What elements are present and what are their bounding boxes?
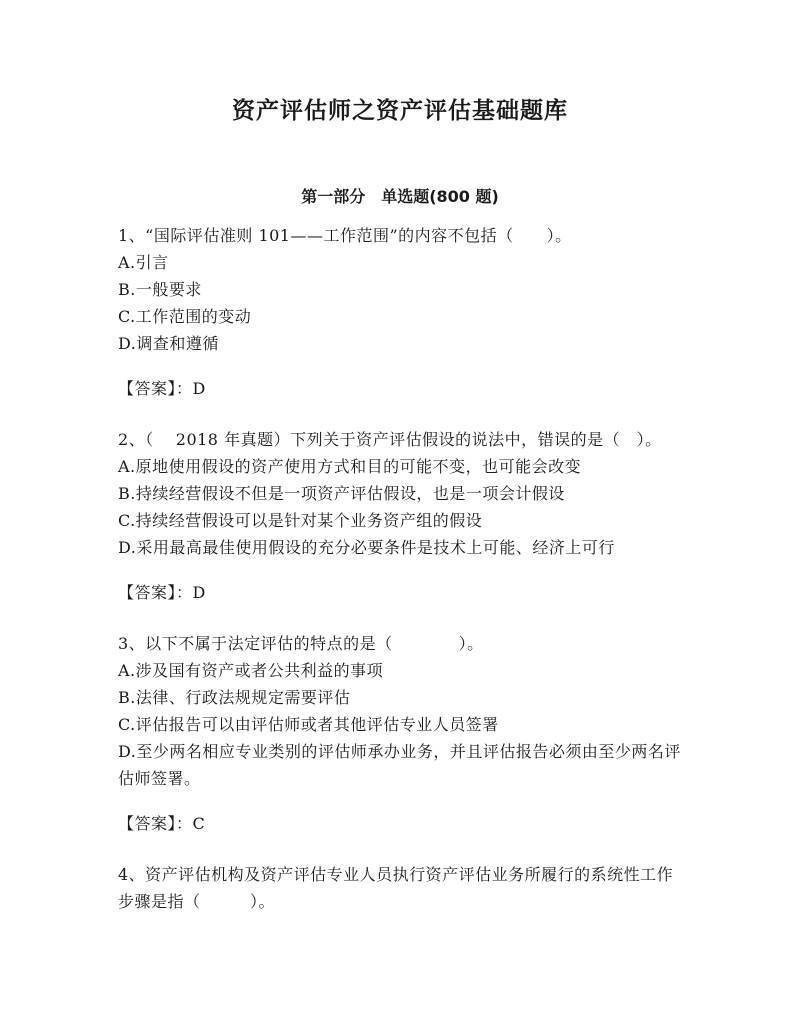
option-a: A.原地使用假设的资产使用方式和目的可能不变，也可能会改变 (118, 457, 582, 476)
question-list (118, 222, 688, 939)
option-c: C.工作范围的变动 (118, 307, 252, 326)
document-title: 资产评估师之资产评估基础题库 (232, 97, 568, 124)
question-4 (118, 861, 688, 915)
option-b: B.一般要求 (118, 280, 202, 299)
question-stem: 1、“国际评估准则 101——工作范围”的内容不包括（ ）。 (118, 226, 572, 245)
option-c: C.评估报告可以由评估师或者其他评估专业人员签署 (118, 715, 499, 734)
option-a: A.涉及国有资产或者公共利益的事项 (118, 661, 384, 680)
question-1 (118, 222, 688, 402)
answer: 【答案】：C (118, 814, 206, 833)
question-stem: 2、（ 2018 年真题）下列关于资产评估假设的说法中，错误的是（ ）。 (118, 430, 662, 449)
question-3 (118, 630, 688, 837)
section-title: 第一部分 单选题(800 题) (301, 187, 499, 206)
option-a: A.引言 (118, 253, 169, 272)
option-b: B.法律、行政法规规定需要评估 (118, 688, 351, 707)
option-d: D.采用最高最佳使用假设的充分必要条件是技术上可能、经济上可行 (118, 538, 615, 557)
answer: 【答案】：D (118, 583, 206, 602)
option-d: D.至少两名相应专业类别的评估师承办业务，并且评估报告必须由至少两名评估师签署。 (118, 742, 681, 788)
question-stem: 3、以下不属于法定评估的特点的是（ ）。 (118, 634, 484, 653)
option-c: C.持续经营假设可以是针对某个业务资产组的假设 (118, 511, 483, 530)
question-stem: 4、资产评估机构及资产评估专业人员执行资产评估业务所履行的系统性工作步骤是指（ ）。 (118, 865, 674, 911)
answer: 【答案】：D (118, 379, 206, 398)
option-d: D.调查和遵循 (118, 334, 219, 353)
option-b: B.持续经营假设不但是一项资产评估假设，也是一项会计假设 (118, 484, 565, 503)
question-2 (118, 426, 688, 606)
